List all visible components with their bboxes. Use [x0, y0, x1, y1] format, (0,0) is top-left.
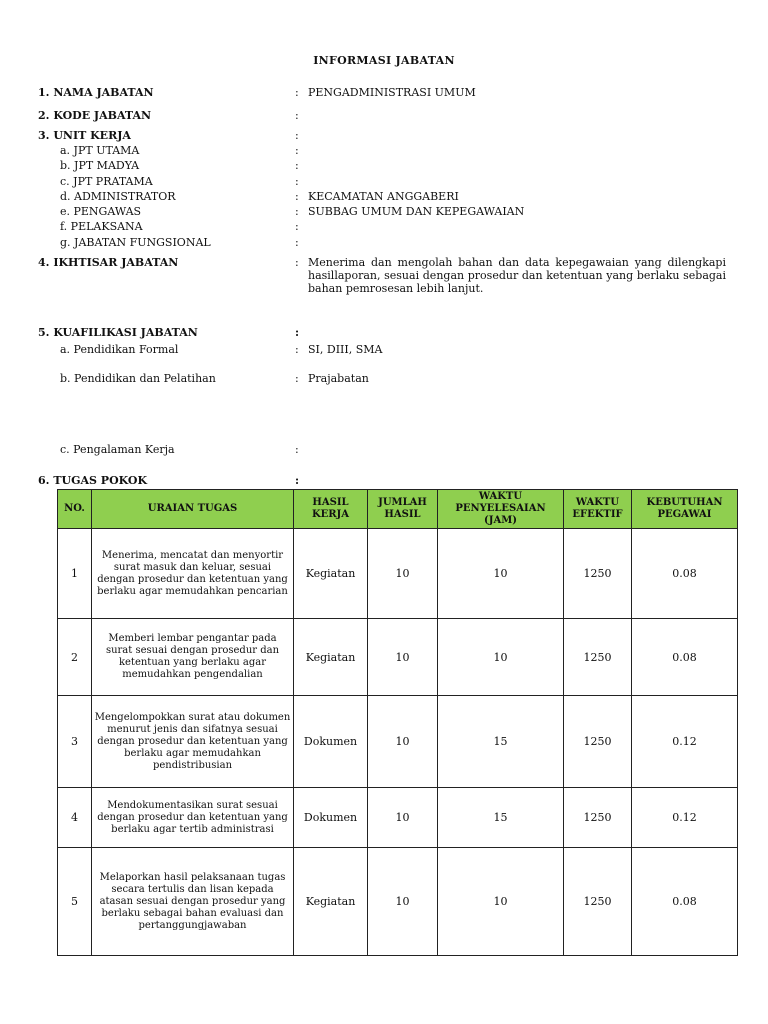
cell-jumlah: 10: [368, 619, 438, 696]
header-jumlah-hasil: JUMLAH HASIL: [368, 490, 438, 529]
cell-kebutuhan: 0.08: [632, 619, 738, 696]
header-no: NO.: [58, 490, 92, 529]
field-label: 5. KUAFILIKASI JABATAN: [38, 326, 198, 339]
field-value: PENGADMINISTRASI UMUM: [308, 86, 476, 99]
header-hasil-kerja: HASIL KERJA: [294, 490, 368, 529]
colon: :: [295, 175, 299, 188]
tugas-pokok-table: [57, 489, 738, 956]
ikhtisar-text: Menerima dan mengolah bahan dan data kepegawaian yang dilengkapi hasillaporan, sesuai dengan prosedur dan ketentuan yang berlaku sebagai bahan pemrosesan lebih lanjut.: [308, 256, 726, 295]
table-row: [58, 848, 738, 956]
colon: :: [295, 86, 299, 99]
cell-kebutuhan: 0.08: [632, 529, 738, 619]
cell-no: 5: [58, 848, 92, 956]
colon: :: [295, 159, 299, 172]
cell-kebutuhan: 0.12: [632, 788, 738, 848]
sub-label: b. Pendidikan dan Pelatihan: [60, 372, 216, 385]
cell-uraian: Mengelompokkan surat atau dokumen menurut jenis dan sifatnya sesuai dengan prosedur dan ketentuan yang berlaku agar memudahkan pendistribusian: [92, 696, 294, 788]
cell-efektif: 1250: [564, 696, 632, 788]
cell-uraian: Melaporkan hasil pelaksanaan tugas secara tertulis dan lisan kepada atasan sesuai dengan prosedur yang berlaku sebagai bahan evaluasi dan pertanggungjawaban: [92, 848, 294, 956]
table-row: [58, 619, 738, 696]
colon: :: [295, 256, 299, 269]
unit-label: f. PELAKSANA: [60, 220, 143, 233]
sub-label: a. Pendidikan Formal: [60, 343, 179, 356]
cell-waktu: 10: [438, 619, 564, 696]
document-title: INFORMASI JABATAN: [313, 54, 455, 67]
unit-label: a. JPT UTAMA: [60, 144, 140, 157]
unit-label: b. JPT MADYA: [60, 159, 140, 172]
cell-waktu: 10: [438, 848, 564, 956]
field-label: 6. TUGAS POKOK: [38, 474, 148, 487]
cell-hasil: Dokumen: [294, 788, 368, 848]
cell-waktu: 10: [438, 529, 564, 619]
unit-label: e. PENGAWAS: [60, 205, 142, 218]
cell-no: 1: [58, 529, 92, 619]
cell-kebutuhan: 0.08: [632, 848, 738, 956]
colon: :: [295, 326, 300, 339]
field-label: 2. KODE JABATAN: [38, 109, 152, 122]
table-header-row: [58, 490, 738, 529]
cell-kebutuhan: 0.12: [632, 696, 738, 788]
colon: :: [295, 343, 299, 356]
cell-efektif: 1250: [564, 788, 632, 848]
colon: :: [295, 236, 299, 249]
header-waktu-penyelesaian: WAKTU PENYELESAIAN (JAM): [438, 490, 564, 529]
colon: :: [295, 144, 299, 157]
colon: :: [295, 220, 299, 233]
colon: :: [295, 129, 299, 142]
colon: :: [295, 190, 299, 203]
cell-hasil: Kegiatan: [294, 848, 368, 956]
unit-value: SUBBAG UMUM DAN KEPEGAWAIAN: [308, 205, 525, 218]
cell-hasil: Kegiatan: [294, 619, 368, 696]
header-waktu-efektif: WAKTU EFEKTIF: [564, 490, 632, 529]
sub-value: SI, DIII, SMA: [308, 343, 383, 356]
cell-jumlah: 10: [368, 696, 438, 788]
cell-efektif: 1250: [564, 529, 632, 619]
unit-label: c. JPT PRATAMA: [60, 175, 153, 188]
colon: :: [295, 474, 300, 487]
field-label: 4. IKHTISAR JABATAN: [38, 256, 179, 269]
cell-no: 3: [58, 696, 92, 788]
field-label: 3. UNIT KERJA: [38, 129, 131, 142]
colon: :: [295, 205, 299, 218]
table-row: [58, 529, 738, 619]
cell-hasil: Dokumen: [294, 696, 368, 788]
cell-jumlah: 10: [368, 529, 438, 619]
table-row: [58, 788, 738, 848]
cell-jumlah: 10: [368, 788, 438, 848]
header-uraian-tugas: URAIAN TUGAS: [92, 490, 294, 529]
sub-label: c. Pengalaman Kerja: [60, 443, 175, 456]
cell-efektif: 1250: [564, 848, 632, 956]
cell-no: 2: [58, 619, 92, 696]
table-row: [58, 696, 738, 788]
cell-no: 4: [58, 788, 92, 848]
cell-waktu: 15: [438, 788, 564, 848]
colon: :: [295, 443, 299, 456]
field-label: 1. NAMA JABATAN: [38, 86, 154, 99]
sub-value: Prajabatan: [308, 372, 369, 385]
header-kebutuhan-pegawai: KEBUTUHAN PEGAWAI: [632, 490, 738, 529]
colon: :: [295, 109, 299, 122]
cell-efektif: 1250: [564, 619, 632, 696]
cell-uraian: Memberi lembar pengantar pada surat sesuai dengan prosedur dan ketentuan yang berlaku agar memudahkan pengendalian: [92, 619, 294, 696]
cell-hasil: Kegiatan: [294, 529, 368, 619]
unit-label: d. ADMINISTRATOR: [60, 190, 176, 203]
cell-uraian: Menerima, mencatat dan menyortir surat masuk dan keluar, sesuai dengan prosedur dan ketentuan yang berlaku agar memudahkan pencarian: [92, 529, 294, 619]
cell-uraian: Mendokumentasikan surat sesuai dengan prosedur dan ketentuan yang berlaku agar tertib administrasi: [92, 788, 294, 848]
colon: :: [295, 372, 299, 385]
unit-value: KECAMATAN ANGGABERI: [308, 190, 459, 203]
cell-waktu: 15: [438, 696, 564, 788]
unit-label: g. JABATAN FUNGSIONAL: [60, 236, 211, 249]
cell-jumlah: 10: [368, 848, 438, 956]
